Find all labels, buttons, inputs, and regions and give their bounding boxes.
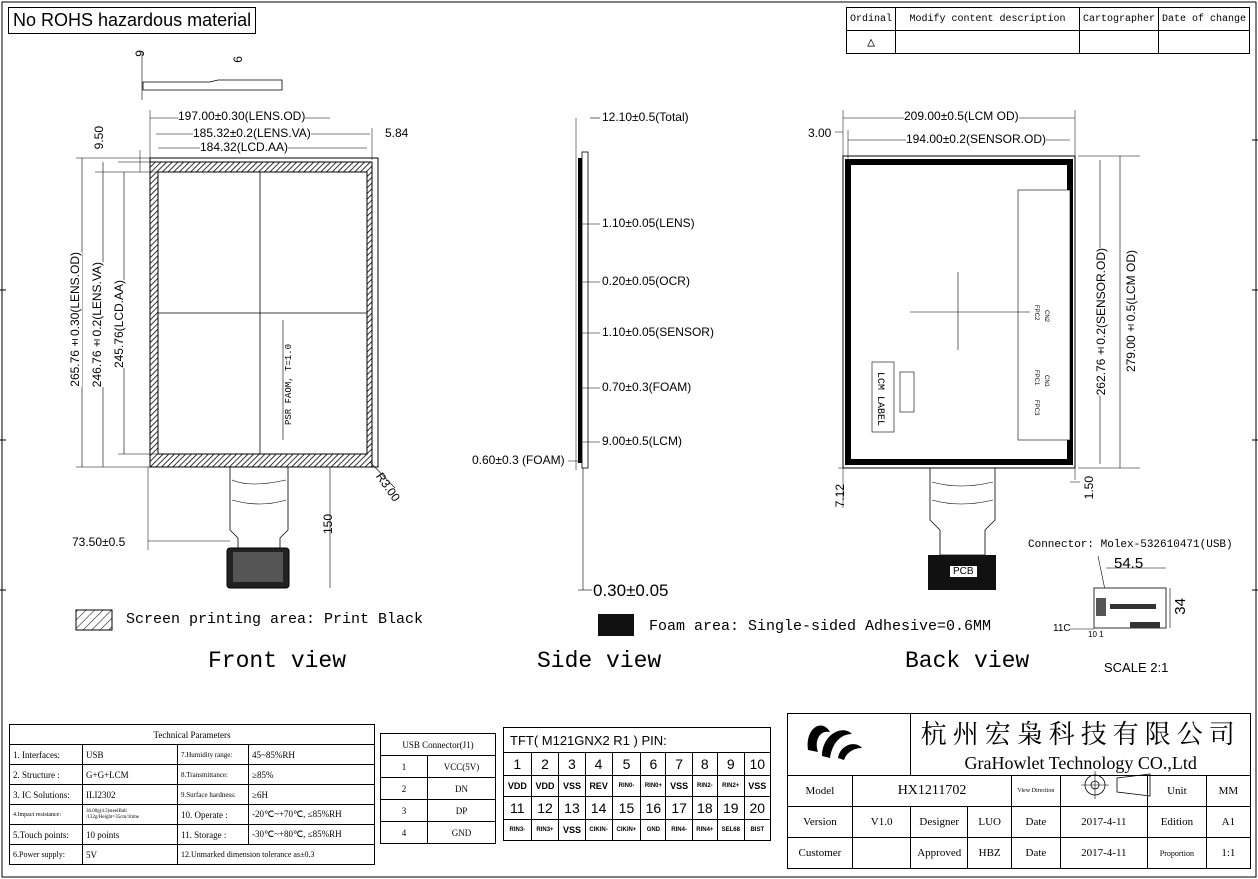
table-row xyxy=(504,820,771,841)
pin-cell: 4 xyxy=(585,753,612,776)
proportion-label: Proportion xyxy=(1148,838,1207,869)
legend-foam: Foam area: Single-sided Adhesive=0.6MM xyxy=(649,618,992,635)
pin-cell: 11 xyxy=(504,797,532,820)
usb-cell: VCC(5V) xyxy=(428,756,496,778)
tech-cell: 12.Unmarked dimension tolerance as±0.3 xyxy=(178,845,375,865)
usb-cell: 4 xyxy=(381,822,428,844)
edition-value: A1 xyxy=(1206,807,1250,838)
pin-cell: CIKIN+ xyxy=(612,820,641,841)
side-foam-left: 0.60±0.3 (FOAM) xyxy=(472,453,565,467)
front-right-margin: 5.84 xyxy=(385,126,409,140)
rev-header-desc: Modify content description xyxy=(896,8,1080,31)
pin-cell: 12 xyxy=(531,797,559,820)
table-row xyxy=(381,800,496,822)
side-view-label: Side view xyxy=(537,648,662,674)
tech-cell: 45~85%RH xyxy=(249,745,375,765)
table-row xyxy=(10,785,375,805)
pin-cell: 8 xyxy=(692,753,717,776)
side-lens: 1.10±0.05(LENS) xyxy=(602,216,695,230)
tech-cell: 4.Impact resistance: xyxy=(10,805,83,825)
tech-cell: 3. IC Solutions: xyxy=(10,785,83,805)
edition-label: Edition xyxy=(1148,807,1207,838)
pin-cell: RIN2- xyxy=(692,776,717,797)
front-view-label: Front view xyxy=(208,648,347,674)
foam-swatch xyxy=(598,614,634,636)
pin-cell: VSS xyxy=(744,776,770,797)
table-row xyxy=(381,822,496,844)
front-top-dim-6: 6 xyxy=(231,56,245,63)
view-direction-symbol xyxy=(1060,776,1147,807)
side-lcm: 9.00±0.5(LCM) xyxy=(602,434,682,448)
tech-cell: -30℃~+80℃, ≤85%RH xyxy=(249,825,375,845)
usb-cell: DP xyxy=(428,800,496,822)
company-name-cn: 杭州宏枭科技有限公司 xyxy=(911,714,1251,752)
table-row xyxy=(381,778,496,800)
date-value-2: 2017-4-11 xyxy=(1060,838,1147,869)
view-direction-label: View Direction xyxy=(1012,776,1060,807)
pin-cell: GND xyxy=(641,820,666,841)
back-lcm-label: LCM LABEL xyxy=(874,372,885,427)
pin-cell: 20 xyxy=(744,797,770,820)
pin-cell: REV xyxy=(585,776,612,797)
tech-cell: ≥6H xyxy=(249,785,375,805)
side-ocr: 0.20±0.05(OCR) xyxy=(602,274,690,288)
usb-cell: 3 xyxy=(381,800,428,822)
version-value: V1.0 xyxy=(852,807,911,838)
pin-cell: 7 xyxy=(666,753,692,776)
usb-cell: 2 xyxy=(381,778,428,800)
front-lcd-aa-height: 245.76(LCD.AA) xyxy=(112,280,126,369)
front-corner-radius: R3.00 xyxy=(373,469,403,505)
back-sensor-od-height: 262.76±0.2(SENSOR.OD) xyxy=(1094,248,1108,396)
pin-cell: SEL68 xyxy=(717,820,744,841)
rev-row-cart xyxy=(1079,31,1158,54)
tech-cell: -20℃~+70℃, ≤85%RH xyxy=(249,805,375,825)
tech-cell: 11. Storage : xyxy=(178,825,249,845)
customer-label: Customer xyxy=(788,838,853,869)
pin-cell: 10 xyxy=(744,753,770,776)
front-top-margin: 9.50 xyxy=(92,126,106,150)
tech-cell: G+G+LCM xyxy=(83,765,178,785)
front-lens-va-height: 246.76±0.2(LENS.VA) xyxy=(90,262,104,388)
back-bottom-left: 7.12 xyxy=(833,484,847,508)
back-sensor-od-width: 194.00±0.2(SENSOR.OD) xyxy=(906,132,1046,146)
front-top-dim-9: 9 xyxy=(133,50,147,57)
unit-label: Unit xyxy=(1148,776,1207,807)
tech-cell: USB xyxy=(83,745,178,765)
pin-cell: 18 xyxy=(692,797,717,820)
pin-cell: RIN2+ xyxy=(717,776,744,797)
revision-table xyxy=(846,7,1250,54)
customer-value xyxy=(852,838,911,869)
usb-cell: DN xyxy=(428,778,496,800)
front-foam-label: PSR FAOM, T=1.0 xyxy=(284,344,294,426)
tech-cell: ILI2302 xyxy=(83,785,178,805)
pin-cell: RIN3+ xyxy=(531,820,559,841)
date-value-1: 2017-4-11 xyxy=(1060,807,1147,838)
front-lens-od-height: 265.76±0.30(LENS.OD) xyxy=(68,252,82,387)
pin-cell: VSS xyxy=(559,820,585,841)
tech-cell: 6.Power supply: xyxy=(10,845,83,865)
usb-title: USB Connector(J1) xyxy=(381,734,496,756)
back-cn-label-1: CN1 xyxy=(1043,375,1049,388)
back-fpc-label-3: FPC3 xyxy=(1033,400,1039,416)
pin-cell: VDD xyxy=(504,776,532,797)
tech-cell: 9.Surface hardness: xyxy=(178,785,249,805)
front-lcd-aa-width: 184.32(LCD.AA) xyxy=(200,140,289,154)
title-block xyxy=(787,713,1251,869)
front-fpc-offset: 73.50±0.5 xyxy=(72,535,126,549)
rev-header-date: Date of change xyxy=(1158,8,1249,31)
table-row xyxy=(504,753,771,776)
pin-cell: 9 xyxy=(717,753,744,776)
back-left-margin: 3.00 xyxy=(808,126,832,140)
pin-cell: 15 xyxy=(612,797,641,820)
back-fpc-label-1: FPC2 xyxy=(1033,305,1039,321)
approved-label: Approved xyxy=(911,838,968,869)
side-view-drawing xyxy=(568,118,600,590)
screen-print-swatch xyxy=(76,610,112,630)
pin-cell: 1 xyxy=(504,753,532,776)
connector-width: 54.5 xyxy=(1114,555,1144,572)
pin-cell: VDD xyxy=(531,776,559,797)
pin-cell: VSS xyxy=(666,776,692,797)
pin-cell: RIN3- xyxy=(504,820,532,841)
date-label-1: Date xyxy=(1012,807,1060,838)
company-name-en: GraHowlet Technology CO.,Ltd xyxy=(911,751,1251,776)
usb-connector-table xyxy=(380,733,496,844)
pin-title: TFT( M121GNX2 R1 ) PIN: xyxy=(504,728,771,753)
version-label: Version xyxy=(788,807,853,838)
table-row xyxy=(504,797,771,820)
tech-cell: 36.00g(4.5)steelBall /132g/Height=35cm/1time xyxy=(83,805,178,825)
designer-value: LUO xyxy=(968,807,1012,838)
back-fpc-label-2: FPC1 xyxy=(1033,370,1039,386)
table-row xyxy=(381,756,496,778)
tech-cell: 10. Operate : xyxy=(178,805,249,825)
tft-pin-table xyxy=(503,727,771,841)
connector-pin-numbers: 10 1 xyxy=(1088,630,1104,639)
rev-row-symbol: △ xyxy=(847,31,896,54)
back-pcb-label: PCB xyxy=(950,566,977,577)
usb-cell: 1 xyxy=(381,756,428,778)
pin-cell: 19 xyxy=(717,797,744,820)
tech-cell: 10 points xyxy=(83,825,178,845)
back-view-label: Back view xyxy=(905,648,1030,674)
connector-title: Connector: Molex-532610471(USB) xyxy=(1028,539,1233,551)
back-view-drawing xyxy=(835,110,1170,629)
tech-cell: 7.Humidity range: xyxy=(178,745,249,765)
pin-cell: RIN4- xyxy=(666,820,692,841)
tech-title: Technical Parameters xyxy=(10,725,375,745)
pin-cell: 3 xyxy=(559,753,585,776)
pin-cell: 2 xyxy=(531,753,559,776)
pin-cell: CIKIN- xyxy=(585,820,612,841)
rev-row-date xyxy=(1158,31,1249,54)
usb-cell: GND xyxy=(428,822,496,844)
unit-value: MM xyxy=(1206,776,1250,807)
tech-params-table xyxy=(9,724,375,865)
table-row xyxy=(10,805,375,825)
tech-cell: 5.Touch points: xyxy=(10,825,83,845)
connector-pin-left: 11C xyxy=(1053,623,1071,634)
approved-value: HBZ xyxy=(968,838,1012,869)
pin-cell: 6 xyxy=(641,753,666,776)
pin-cell: VSS xyxy=(559,776,585,797)
pin-cell: 13 xyxy=(559,797,585,820)
side-total: 12.10±0.5(Total) xyxy=(602,110,689,124)
rev-header-ordinal: Ordinal xyxy=(847,8,896,31)
side-sensor: 1.10±0.05(SENSOR) xyxy=(602,325,714,339)
pin-cell: 5 xyxy=(612,753,641,776)
rev-header-cartographer: Cartographer xyxy=(1079,8,1158,31)
table-row xyxy=(10,765,375,785)
back-cn-label-2: CN2 xyxy=(1043,310,1049,323)
table-row xyxy=(10,745,375,765)
pin-cell: RIN0- xyxy=(612,776,641,797)
side-foam: 0.70±0.3(FOAM) xyxy=(602,380,692,394)
side-bottom: 0.30±0.05 xyxy=(593,581,669,600)
date-label-2: Date xyxy=(1012,838,1060,869)
pin-cell: BIST xyxy=(744,820,770,841)
table-row xyxy=(10,845,375,865)
tech-cell: 5V xyxy=(83,845,178,865)
front-lens-va-width: 185.32±0.2(LENS.VA) xyxy=(193,126,311,140)
front-lens-od-width: 197.00±0.30(LENS.OD) xyxy=(178,109,306,123)
pin-cell: 14 xyxy=(585,797,612,820)
rev-row-desc xyxy=(896,31,1080,54)
proportion-value: 1:1 xyxy=(1206,838,1250,869)
pin-cell: RIN0+ xyxy=(641,776,666,797)
back-lcm-od-height: 279.00±0.5(LCM OD) xyxy=(1124,250,1138,373)
table-row xyxy=(10,825,375,845)
back-lcm-od-width: 209.00±0.5(LCM OD) xyxy=(904,109,1019,123)
pin-cell: 17 xyxy=(666,797,692,820)
pin-cell: 16 xyxy=(641,797,666,820)
model-value: HX1211702 xyxy=(852,776,1011,807)
tech-cell: 2. Structure : xyxy=(10,765,83,785)
connector-height: 34 xyxy=(1172,598,1189,615)
pin-cell: RIN4+ xyxy=(692,820,717,841)
back-bottom-right: 1.50 xyxy=(1082,476,1096,500)
connector-scale: SCALE 2:1 xyxy=(1104,660,1169,675)
logo-cell xyxy=(788,714,911,776)
legend-screen-print: Screen printing area: Print Black xyxy=(126,611,424,628)
tech-cell: 8.Transmittance: xyxy=(178,765,249,785)
rohs-notice: No ROHS hazardous material xyxy=(8,7,256,34)
model-label: Model xyxy=(788,776,853,807)
tech-cell: 1. Interfaces: xyxy=(10,745,83,765)
designer-label: Designer xyxy=(911,807,968,838)
tech-cell: ≥85% xyxy=(249,765,375,785)
front-fpc-length: 150 xyxy=(321,514,335,535)
table-row xyxy=(504,776,771,797)
